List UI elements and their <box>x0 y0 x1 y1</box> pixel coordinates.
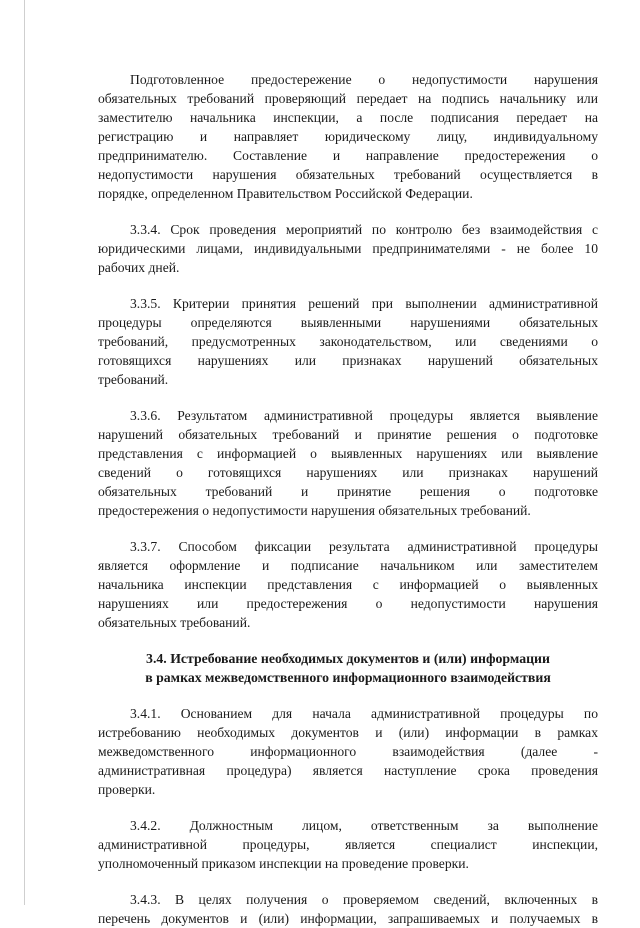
text-line: недопустимости нарушения обязательных требований осуществляется в <box>98 167 598 182</box>
text-line: начальника инспекции представления с информацией о выявленных <box>98 577 598 592</box>
text-line: Подготовленное предостережение о недопустимости нарушения <box>130 72 598 87</box>
paragraph-3-4-3 <box>98 890 598 928</box>
text-line: административной процедуры, является специалист инспекции, <box>98 837 598 852</box>
text-line: 3.3.5. Критерии принятия решений при выполнении административной <box>130 296 598 311</box>
text-line: 3.3.6. Результатом административной процедуры является выявление <box>130 408 598 423</box>
text-line: процедуры определяются выявленными нарушениями обязательных <box>98 315 598 330</box>
text-line: административная процедура) является наступление срока проведения <box>98 763 598 778</box>
text-line: 3.4.3. В целях получения о проверяемом сведений, включенных в <box>130 892 598 907</box>
heading-line: 3.4. Истребование необходимых документов и (или) информации <box>146 651 550 666</box>
text-line: 3.3.4. Срок проведения мероприятий по контролю без взаимодействия с <box>130 222 598 237</box>
heading-line: в рамках межведомственного информационного взаимодействия <box>145 670 551 685</box>
paragraph-3-3-5 <box>98 294 598 389</box>
paragraph-3-3-7 <box>98 537 598 632</box>
text-line: регистрацию и направляет юридическому лицу, индивидуальному <box>98 129 598 144</box>
paragraph-preventive-warning <box>98 70 598 203</box>
paragraph-3-4-1 <box>98 704 598 799</box>
paragraph-3-4-2 <box>98 816 598 873</box>
text-line: проверки. <box>98 782 156 797</box>
text-line: юридическими лицами, индивидуальными предпринимателями - не более 10 <box>98 241 598 256</box>
text-line: истребованию необходимых документов и (или) информации в рамках <box>98 725 598 740</box>
text-line: требований. <box>98 372 169 387</box>
text-line: порядке, определенном Правительством Российской Федерации. <box>98 186 473 201</box>
text-line: нарушениях или предостережения о недопустимости нарушения <box>98 596 598 611</box>
text-line: представления с информацией о выявленных нарушениях или выявление <box>98 446 598 461</box>
text-line: является оформление и подписание начальником или заместителем <box>98 558 598 573</box>
paragraph-3-3-6 <box>98 406 598 520</box>
text-line: нарушений обязательных требований и принятие решения о подготовке <box>98 427 598 442</box>
text-line: заместителю начальника инспекции, а после подписания передает на <box>98 110 598 125</box>
text-line: перечень документов и (или) информации, запрашиваемых и получаемых в <box>98 911 598 926</box>
text-line: предостережения о недопустимости нарушения обязательных требований. <box>98 503 531 518</box>
text-line: обязательных требований и принятие решения о подготовке <box>98 484 598 499</box>
document-body <box>98 70 598 928</box>
text-line: межведомственного информационного взаимодействия (далее - <box>98 744 598 759</box>
text-line: рабочих дней. <box>98 260 180 275</box>
text-line: 3.3.7. Способом фиксации результата административной процедуры <box>130 539 598 554</box>
text-line: требований, предусмотренных законодательством, или сведениями о <box>98 334 598 349</box>
text-line: уполномоченный приказом инспекции на проведение проверки. <box>98 856 469 871</box>
text-line: предпринимателю. Составление и направление предостережения о <box>98 148 598 163</box>
text-line: 3.4.1. Основанием для начала административной процедуры по <box>130 706 598 721</box>
scan-edge-line <box>24 0 25 905</box>
section-heading-3-4 <box>98 649 598 687</box>
text-line: обязательных требований проверяющий передает на подпись начальнику или <box>98 91 598 106</box>
text-line: 3.4.2. Должностным лицом, ответственным за выполнение <box>130 818 598 833</box>
text-line: сведений о готовящихся нарушениях или признаках нарушений <box>98 465 598 480</box>
paragraph-3-3-4 <box>98 220 598 277</box>
text-line: обязательных требований. <box>98 615 251 630</box>
text-line: готовящихся нарушениях или признаках нарушений обязательных <box>98 353 598 368</box>
